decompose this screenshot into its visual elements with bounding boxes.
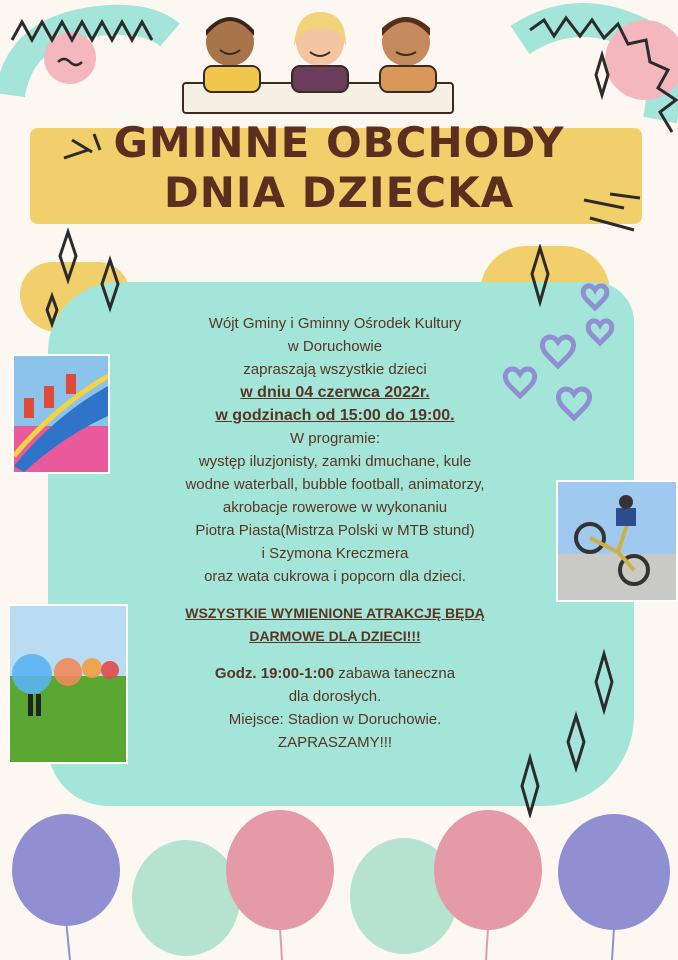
program-line-4: Piotra Piasta(Mistrza Polski w MTB stund) [195,522,475,539]
evening-line [110,662,560,685]
corner-decoration-left [0,0,200,120]
title-accent-right [580,190,650,240]
event-place: Miejsce: Stadion w Doruchowie. [228,711,442,728]
program-line-3: akrobacje rowerowe w wykonaniu [222,499,448,516]
program-line-2: wodne waterball, bubble football, animatorzy, [185,476,485,493]
title-accent-left [58,128,118,168]
event-date: w dniu 04 czerwca 2022r. [240,384,430,401]
title-line-2: DNIA DZIECKA [163,168,515,217]
free-notice-1: WSZYSTKIE WYMIENIONE ATRAKCJĘ BĘDĄ [185,605,485,621]
title-line-1: GMINNE OBCHODY [113,118,565,167]
evening-time: Godz. 19:00-1:00 [214,665,335,682]
invitation-text [110,312,560,754]
balloon-icon [226,810,334,960]
free-notice-2: DARMOWE DLA DZIECI!!! [249,628,421,644]
program-line-6: oraz wata cukrowa i popcorn dla dzieci. [204,568,466,585]
program-line-5: i Szymona Kreczmera [261,545,409,562]
balloon-icon [558,814,670,960]
balloon-icon [132,840,240,956]
balloons [0,800,678,960]
organizer-location: w Doruchowie [287,338,383,355]
sparkle-icon [510,648,630,818]
organizer-line: Wójt Gminy i Gminny Ośrodek Kultury [208,315,462,332]
bmx-rider-photo [556,480,678,602]
program-label: W programie: [289,430,381,447]
evening-audience: dla dorosłych. [288,688,382,705]
children-illustration [190,6,450,96]
invite-line: zapraszają wszystkie dzieci [243,361,427,378]
closing-invite: ZAPRASZAMY!!! [277,734,393,751]
program-line-1: występ iluzjonisty, zamki dmuchane, kule [198,453,472,470]
evening-text: zabawa taneczna [334,665,456,682]
balloon-icon [434,810,542,960]
balloon-icon [12,814,120,960]
event-hours: w godzinach od 15:00 do 19:00. [215,407,455,424]
bouncy-castle-photo [12,354,110,474]
